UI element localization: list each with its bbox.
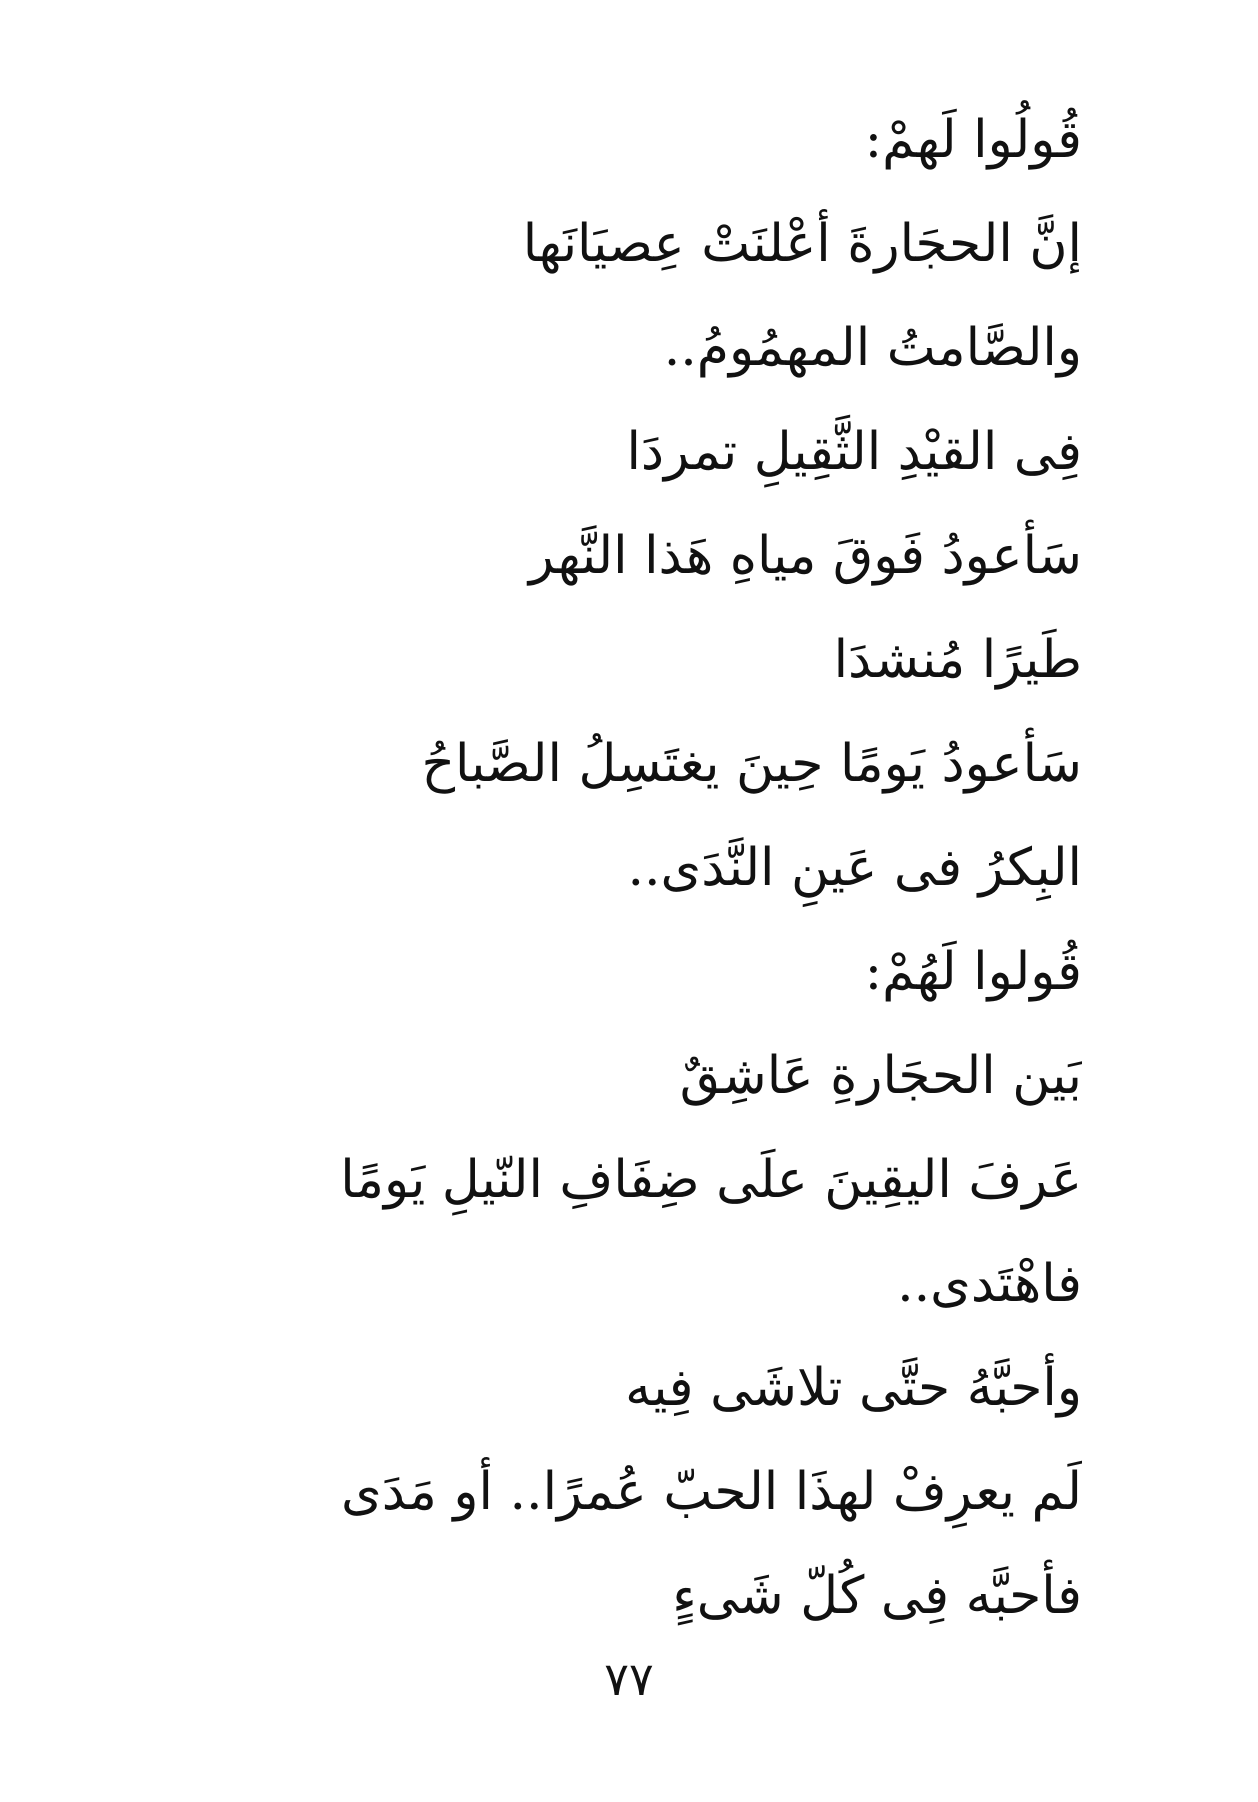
poem-line: فِى القيْدِ الثَّقِيلِ تمردَا	[626, 422, 1082, 482]
poem-line: قُولُوا لَهمْ:	[864, 110, 1082, 170]
poem-line: عَرفَ اليقِينَ علَى ضِفَافِ النّيلِ يَومًا	[340, 1150, 1082, 1210]
poem-line: طَيرًا مُنشدَا	[833, 630, 1082, 690]
poem-line: بَين الحجَارةِ عَاشِقٌ	[679, 1046, 1082, 1106]
poem-line: سَأعودُ يَومًا حِينَ يغتَسِلُ الصَّباحُ	[421, 734, 1082, 794]
poem-line: إنَّ الحجَارةَ أعْلنَتْ عِصيَانَها	[522, 214, 1082, 274]
poem-line: والصَّامتُ المهمُومُ..	[663, 318, 1082, 378]
poem-line: وأحبَّهُ حتَّى تلاشَى فِيه	[625, 1358, 1082, 1418]
poem-line: فاهْتَدى..	[897, 1254, 1082, 1314]
poem-text	[140, 88, 1082, 1648]
poem-line: البِكرُ فى عَينِ النَّدَى..	[627, 838, 1082, 898]
poem-line: سَأعودُ فَوقَ مياهِ هَذا النَّهر	[528, 526, 1082, 586]
poem-line: قُولوا لَهُمْ:	[864, 942, 1082, 1002]
poem-line: لَم يعرِفْ لهذَا الحبّ عُمرًا.. أو مَدَى	[341, 1462, 1082, 1522]
poem-line: فأحبَّه فِى كُلّ شَىءٍ	[672, 1566, 1082, 1626]
page-number: ٧٧	[604, 1652, 654, 1706]
